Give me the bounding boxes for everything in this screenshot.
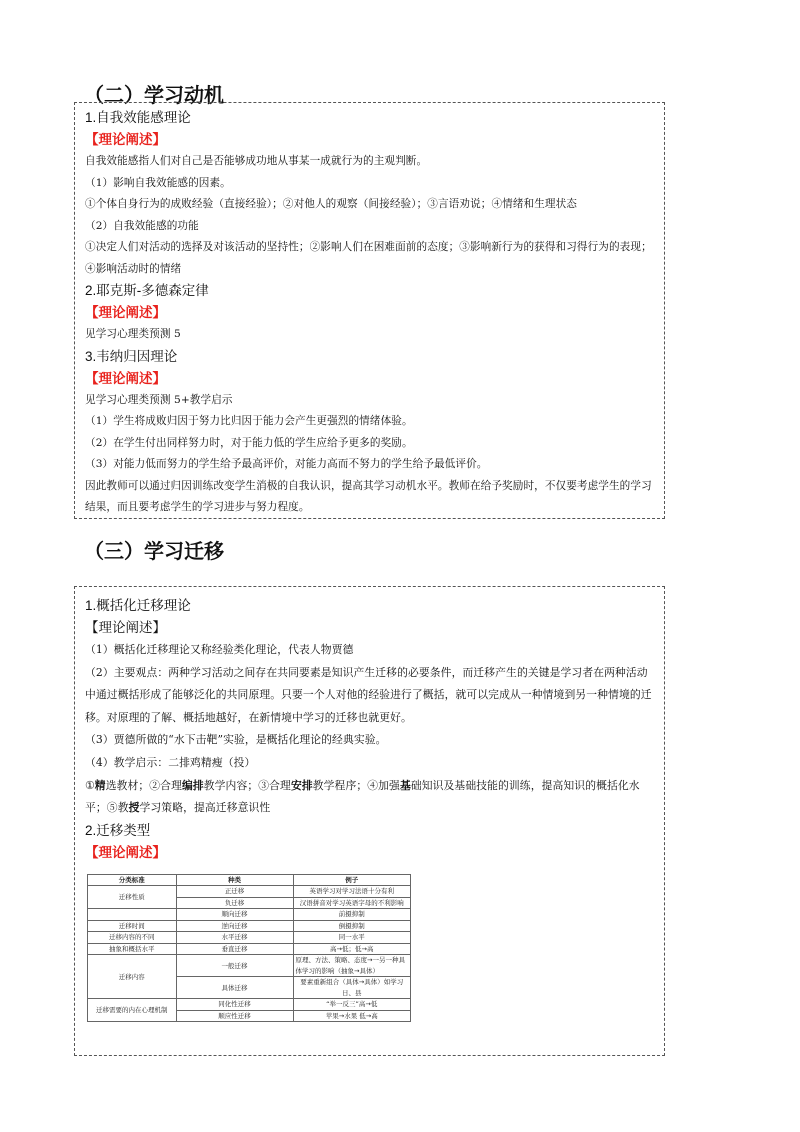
keyword: 精 <box>94 778 106 792</box>
table-cell: 迁移内容的不同 <box>88 932 177 944</box>
text-line: （2）自我效能感的功能 <box>85 219 199 232</box>
table-row <box>88 886 411 898</box>
text-span: 选教材；②合理 <box>105 778 182 792</box>
keyword: 安排 <box>290 778 313 792</box>
table-cell: 迁移性质 <box>88 886 177 909</box>
text-line: （2）主要观点：两种学习活动之间存在共同要素是知识产生迁移的必要条件，而迁移产生的关键是学习者在两种活动中通过概括形成了能够泛化的共同原理。只要一个人对他的经验进行了概括，就可以完成从一种情境到另一种情境的迁移。对原理的了解、概括地越好，在新情境中学习的迁移也就更好。 <box>85 665 652 724</box>
table-row <box>88 955 411 977</box>
table-cell: 前摄抑制 <box>293 909 411 921</box>
table-header: 种类 <box>176 874 293 886</box>
text-line: （1）学生将成败归因于努力比归因于能力会产生更强烈的情绪体验。 <box>85 415 413 427</box>
text-span: 学习策略，提高迁移意识性 <box>139 801 271 815</box>
text-line: 见学习心理类预测 5 <box>85 328 181 340</box>
heading-yerkes-dodson: 2.耶克斯-多德森定律 <box>85 283 209 298</box>
text-line: （2）在学生付出同样努力时，对于能力低的学生应给予更多的奖励。 <box>85 436 413 449</box>
text-line-mnemonic <box>85 775 656 820</box>
keyword: 编排 <box>181 778 204 792</box>
table-row <box>88 999 411 1011</box>
text-line: 因此教师可以通过归因训练改变学生消极的自我认识，提高其学习动机水平。教师在给予奖励时，不仅要考虑学生的学习结果，而且要考虑学生的学习进步与努力程度。 <box>85 479 652 513</box>
text-span: ① <box>85 778 95 792</box>
tag-theory: 【理论阐述】 <box>85 132 166 148</box>
text-line: （1）概括化迁移理论又称经验类化理论，代表人物贾德 <box>85 643 354 656</box>
text-line: （3）对能力低而努力的学生给予最高评价，对能力高而不努力的学生给予最低评价。 <box>85 458 488 470</box>
keyword: 授 <box>128 801 140 815</box>
heading-generalization: 1.概括化迁移理论 <box>85 598 191 613</box>
table-cell: 要素重新组合（具体→具体）如学习日、县 <box>293 977 411 999</box>
table-cell: 顺应性迁移 <box>176 1010 293 1022</box>
table-cell: 迁移时间 <box>88 920 177 932</box>
transfer-types-table <box>87 874 411 1023</box>
table-cell: 汉语拼音对学习英语字母的不利影响 <box>293 897 411 909</box>
table-cell: 一般迁移 <box>176 955 293 977</box>
table-cell: 正迁移 <box>176 886 293 898</box>
text-line: ①个体自身行为的成败经验（直接经验）；②对他人的观察（间接经验）；③言语劝说；④情绪和生理状态 <box>85 198 578 210</box>
table-cell: 迁移需要的内在心理机制 <box>88 999 177 1022</box>
table-cell: 高→低；低→高 <box>293 943 411 955</box>
table-header: 分类标准 <box>88 874 177 886</box>
table-header: 例子 <box>293 874 411 886</box>
table-cell: 同一水平 <box>293 932 411 944</box>
table-row <box>88 909 411 921</box>
text-line: 自我效能感指人们对自己是否能够成功地从事某一成就行为的主观判断。 <box>85 155 428 167</box>
table-cell: 苹果→水果 低→高 <box>293 1010 411 1022</box>
table-cell: 英语学习对学习法语十分有利 <box>293 886 411 898</box>
table-cell: 顺向迁移 <box>176 909 293 921</box>
section-title-transfer: （三）学习迁移 <box>84 539 224 563</box>
transfer-box <box>74 586 665 1056</box>
table-cell: “举一反三”高→低 <box>293 999 411 1011</box>
table-cell: 垂直迁移 <box>176 943 293 955</box>
heading-transfer-types: 2.迁移类型 <box>85 822 151 838</box>
heading-self-efficacy: 1.自我效能感理论 <box>85 110 191 125</box>
motivation-box <box>74 102 665 519</box>
table-cell: 水平迁移 <box>176 932 293 944</box>
table-row <box>88 932 411 944</box>
table-cell: 逆向迁移 <box>176 920 293 932</box>
table-cell: 负迁移 <box>176 897 293 909</box>
tag-theory: 【理论阐述】 <box>85 305 166 321</box>
text-line: ①决定人们对活动的选择及对该活动的坚持性；②影响人们在困难面前的态度；③影响新行为的获得和习得行为的表现；④影响活动时的情绪 <box>85 241 652 275</box>
heading-weiner-attribution: 3.韦纳归因理论 <box>85 348 178 364</box>
text-span: 教学程序；④加强 <box>312 778 400 792</box>
table-cell: 迁移内容 <box>88 955 177 999</box>
tag-theory: 【理论阐述】 <box>85 844 166 861</box>
table-cell: 同化性迁移 <box>176 999 293 1011</box>
table-row <box>88 920 411 932</box>
text-span: 教学内容；③合理 <box>203 778 291 792</box>
text-line: （1）影响自我效能感的因素。 <box>85 176 231 189</box>
text-span: 础知识及基础技能的训练，提高知识的概括化水平；⑤教 <box>85 778 640 815</box>
section-title-motivation: （二）学习动机 <box>84 83 224 107</box>
table-cell: 具体迁移 <box>176 977 293 999</box>
table-cell <box>88 909 177 921</box>
table-row <box>88 943 411 955</box>
text-line: 见学习心理类预测 5+教学启示 <box>85 393 233 406</box>
table-cell: 抽象和概括水平 <box>88 943 177 955</box>
table-cell: 原理、方法、策略、态度→一另一种具体学习的影响（抽象→具体） <box>293 955 411 977</box>
table-header-row <box>88 874 411 886</box>
tag-theory: 【理论阐述】 <box>85 370 166 387</box>
keyword: 基 <box>399 778 411 792</box>
text-line: （4）教学启示：二排鸡精瘦（投） <box>85 755 256 769</box>
text-line: （3）贾德所做的“水下击靶”实验，是概括化理论的经典实验。 <box>85 733 387 747</box>
tag-theory: 【理论阐述】 <box>85 620 166 636</box>
table-cell: 倒摄抑制 <box>293 920 411 932</box>
